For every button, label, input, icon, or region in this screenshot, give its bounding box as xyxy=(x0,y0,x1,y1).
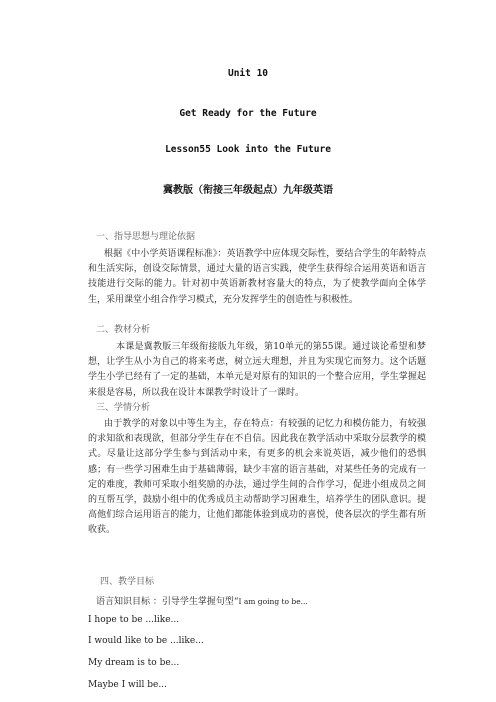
section-heading-learner-analysis: 三、学情分析 xyxy=(96,403,151,413)
unit-title: Get Ready for the Future xyxy=(179,108,317,119)
section-heading-teaching-objectives: 四、教学目标 xyxy=(100,577,155,587)
edition-title: 冀教版（衔接三年级起点）九年级英语 xyxy=(163,185,333,196)
sentence-pattern: Maybe I will be... xyxy=(88,680,167,690)
section-body-guiding-thought: 根据《中小学英语课程标准》：英语教学中应体现交际性，要结合学生的年龄特点和生活实际，创设交际情景，通过大量的语言实践，使学生获得综合运用英语和语言技能进行交际的能力。针对初中英语新教材容量大的特点，为了使教学面向全体学生，采用课堂小组合作学习模式，充分发挥学生的创造性与积极性。 xyxy=(88,249,426,305)
unit-number: Unit 10 xyxy=(227,68,269,79)
objective-line xyxy=(96,594,308,607)
objective-example: I am going to be... xyxy=(238,597,308,606)
sentence-pattern: I hope to be ...like... xyxy=(88,615,180,625)
objective-label: 语言知识目标 ：引导学生掌握句型“ xyxy=(96,597,239,607)
sentence-pattern: I would like to be ...like... xyxy=(88,636,204,646)
sentence-pattern: My dream is to be... xyxy=(88,658,180,668)
section-heading-guiding-thought: 一、指导思想与理论依据 xyxy=(96,232,196,242)
section-heading-material-analysis: 二、教材分析 xyxy=(96,325,151,335)
lesson-title: Lesson55 Look into the Future xyxy=(165,144,331,155)
section-body-learner-analysis: 由于教学的对象以中等生为主，存在特点：有较强的记忆力和模仿能力，有较强的求知欲和表现欲，但部分学生存在不自信。因此我在教学活动中采取分层教学的模式。尽量让这部分学生参与到活动中来，有更多的机会来说英语，减少他们的恐惧感；有一些学习困难生由于基础薄弱，缺少丰富的语言基础，对某些任务的完成有一定的难度，教师可采取小组奖励的办法，通过学生间的合作学习，促进小组成员之间的互帮互学，鼓励小组中的优秀成员主动帮助学习困难生，培养学生的团队意识。提高他们综合运用语言的能力，让他们都能体验到成功的喜悦，使各层次的学生都有所收获。 xyxy=(88,419,426,536)
section-body-material-analysis: 本课是冀教版三年级衔接版九年级，第10单元的第55课。通过谈论希望和梦想，让学生从小为自己的将来考虑，树立远大理想，并且为实现它而努力。这个话题学生小学已经有了一定的基础，本单元是对原有的知识的一个整合应用，学生掌握起来很是容易，所以我在设计本课教学时设计了一课时。 xyxy=(88,342,426,398)
